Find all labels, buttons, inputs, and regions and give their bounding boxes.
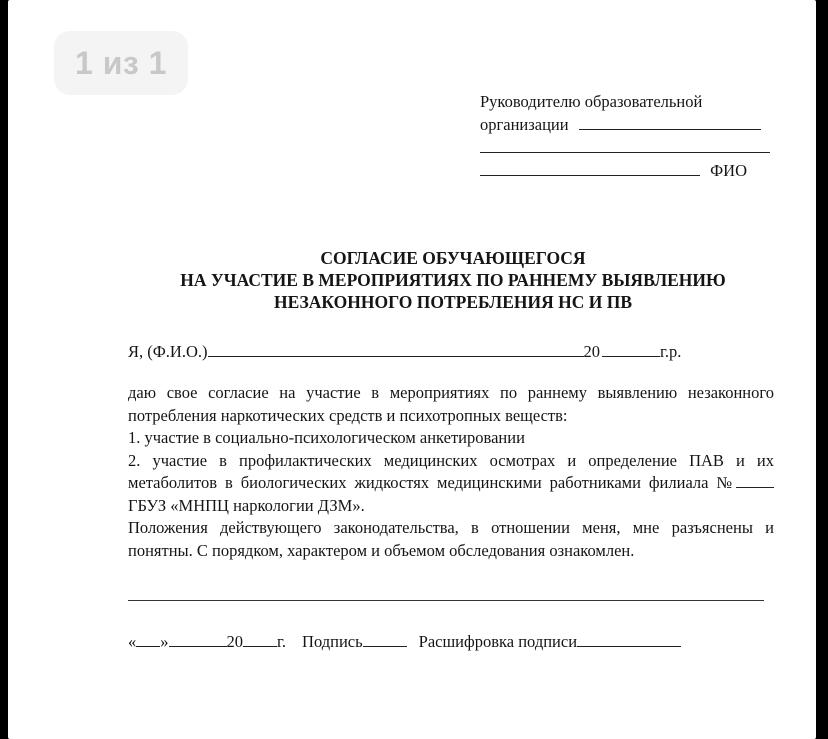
document-page [8,0,816,739]
addressee-line-4 [480,159,780,182]
addressee-line-2 [480,113,780,136]
date-quote-open: « [128,632,137,651]
document-title [128,247,778,313]
birth-year-prefix: 20 [583,342,600,361]
signature-label: Подпись [302,632,363,651]
fio-blank [480,159,700,176]
consent-body [128,382,774,562]
student-fio-blank [208,340,584,357]
student-fio-label: Я, (Ф.И.О.) [128,342,208,361]
day-blank [136,630,160,647]
sign-year-blank [243,630,277,647]
month-blank [169,630,227,647]
title-line-1: СОГЛАСИЕ ОБУЧАЮЩЕГОСЯ [320,248,586,268]
consent-item-2 [128,450,774,518]
addressee-blank [480,136,770,153]
signature-blank [363,630,407,647]
organization-label: организации [480,115,569,134]
consent-item-2-end: ГБУЗ «МНПЦ наркологии ДЗМ». [128,495,365,515]
sign-year-suffix: г. [277,632,287,651]
birth-year-suffix: г.р. [660,342,682,361]
addressee-line-1: Руководителю образовательной [480,92,703,111]
consent-paragraph-2: Положения действующего законодательства, в отношении меня, мне разъяснены и понятны. С порядком, характером и объемом обследования ознакомлен. [128,518,774,560]
title-line-3: НЕЗАКОННОГО ПОТРЕБЛЕНИЯ НС И ПВ [274,292,632,312]
page-indicator: 1 из 1 [54,31,188,95]
organization-blank [579,113,761,130]
signature-decode-label: Расшифровка подписи [418,632,578,651]
consent-item-2-start: 2. участие в профилактических медицинских осмотрах и определение ПАВ и их метаболитов в биологических жидкостях медицинскими работниками филиала № [128,450,774,492]
separator-line [128,600,764,601]
addressee-line-3 [480,136,780,159]
birth-year-blank [602,340,660,357]
signature-row [128,630,681,652]
branch-number-blank [736,473,774,488]
fio-label: ФИО [710,161,747,180]
signature-decode-blank [577,630,681,647]
addressee-block [480,90,780,182]
consent-item-1: 1. участие в социально-психологическом анкетировании [128,428,525,447]
sign-year-prefix: 20 [226,632,243,651]
title-line-2: НА УЧАСТИЕ В МЕРОПРИЯТИЯХ ПО РАННЕМУ ВЫЯВЛЕНИЮ [180,270,726,290]
consent-paragraph-1: даю свое согласие на участие в мероприятиях по раннему выявлению незаконного потребления наркотических средств и психотропных веществ: [128,383,774,425]
student-fio-row [128,340,681,362]
date-quote-close: » [160,632,169,651]
